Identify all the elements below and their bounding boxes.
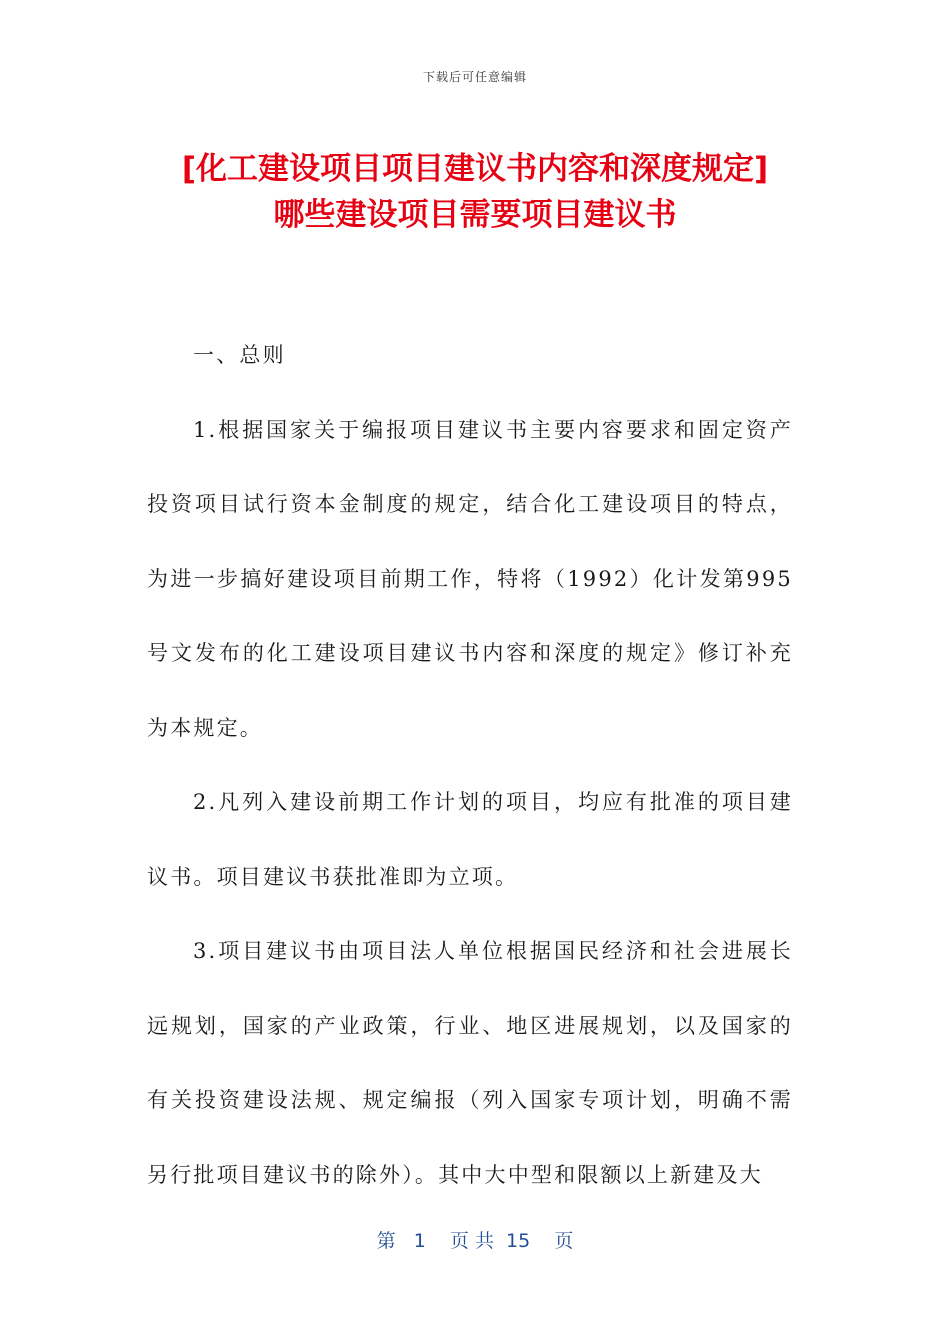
paragraph: 2.凡列入建设前期工作计划的项目，均应有批准的项目建议书。项目建议书获批准即为立项。 [147,790,793,889]
paragraph: 1.根据国家关于编报项目建议书主要内容要求和固定资产投资项目试行资本金制度的规定，结合化工建设项目的特点，为进一步搞好建设项目前期工作，特将（1992）化计发第995号文发布的化工建设项目建议书内容和深度的规定》修订补充为本规定。 [147,417,793,740]
section-heading: 一、总则 [193,343,286,367]
header-note: 下载后可任意编辑 [422,70,527,84]
title-line-2: 哪些建设项目需要项目建议书 [273,197,677,233]
title-line-1: [化工建设项目项目建议书内容和深度规定] [181,151,769,187]
document-body [147,318,793,1212]
document-title [120,146,830,238]
page-number-footer: 第 1 页 共 15 页 [376,1230,574,1252]
paragraph: 3.项目建议书由项目法人单位根据国民经济和社会进展长远规划，国家的产业政策，行业、地区进展规划，以及国家的有关投资建设法规、规定编报（列入国家专项计划，明确不需另行批项目建议书的除外）。其中大中型和限额以上新建及大 [147,939,793,1187]
